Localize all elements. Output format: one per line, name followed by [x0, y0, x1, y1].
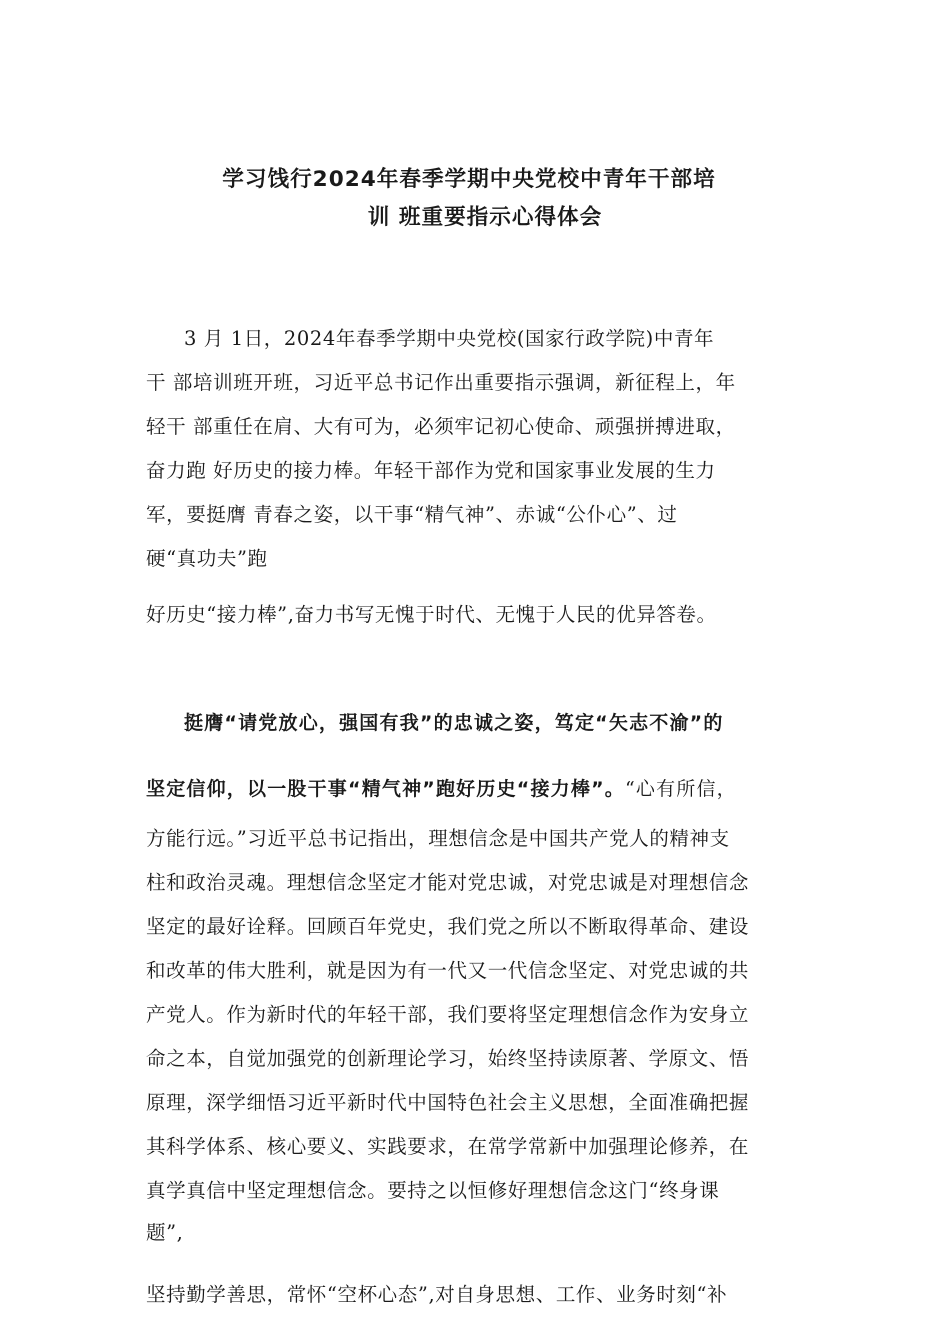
section-body-line: 其科学体系、核心要义、实践要求，在常学常新中加强理论修养，在 — [146, 1135, 750, 1158]
intro-line: 干 部培训班开班，习近平总书记作出重要指示强调，新征程上，年 — [146, 371, 736, 394]
intro-continuation: 好历史“接力棒”,奋力书写无愧于时代、无愧于人民的优异答卷。 — [146, 603, 717, 626]
intro-line: 3 月 1日，2024年春季学期中央党校(国家行政学院)中青年 — [184, 327, 715, 350]
section-body-line: 坚定的最好诠释。回顾百年党史，我们党之所以不断取得革命、建设 — [146, 915, 750, 938]
intro-line: 军，要挺膺 青春之姿，以干事“精气神”、赤诚“公仆心”、过 — [146, 503, 678, 526]
section-body-line: 和改革的伟大胜利，就是因为有一代又一代信念坚定、对党忠诚的共 — [146, 959, 750, 982]
section-body-line: 题”, — [146, 1221, 184, 1244]
intro-line: 奋力跑 好历史的接力棒。年轻干部作为党和国家事业发展的生力 — [146, 459, 716, 482]
section-body-line: 柱和政治灵魂。理想信念坚定才能对党忠诚，对党忠诚是对理想信念 — [146, 871, 750, 894]
section-body-line: 真学真信中坚定理想信念。要持之以恒修好理想信念这门“终身课 — [146, 1179, 720, 1202]
intro-line: 硬“真功夫”跑 — [146, 547, 268, 570]
document-title-line-1: 学习饯行2024年春季学期中央党校中青年干部培 — [222, 167, 716, 192]
document-title-line-2: 训 班重要指示心得体会 — [367, 205, 603, 230]
section-continuation: 坚持勤学善思，常怀“空杯心态”,对自身思想、工作、业务时刻“补 — [146, 1283, 728, 1306]
section-heading-line-2 — [146, 774, 737, 801]
section-heading-bold-text: 坚定信仰，以一股干事“精气神”跑好历史“接力棒”。 — [146, 778, 625, 800]
intro-line: 轻干 部重任在肩、大有可为，必须牢记初心使命、顽强拼搏进取， — [146, 415, 736, 438]
section-body-line: 原理，深学细悟习近平新时代中国特色社会主义思想，全面准确把握 — [146, 1091, 750, 1114]
section-body-line: 命之本，自觉加强党的创新理论学习，始终坚持读原著、学原文、悟 — [146, 1047, 750, 1070]
section-body-line: 方能行远。”习近平总书记指出，理想信念是中国共产党人的精神支 — [146, 827, 730, 850]
section-body-line: 产党人。作为新时代的年轻干部，我们要将坚定理想信念作为安身立 — [146, 1003, 750, 1026]
section-heading-line-1: 挺膺“请党放心，强国有我”的忠诚之姿，笃定“矢志不渝”的 — [184, 712, 724, 734]
section-body-start: “心有所信， — [624, 778, 737, 800]
